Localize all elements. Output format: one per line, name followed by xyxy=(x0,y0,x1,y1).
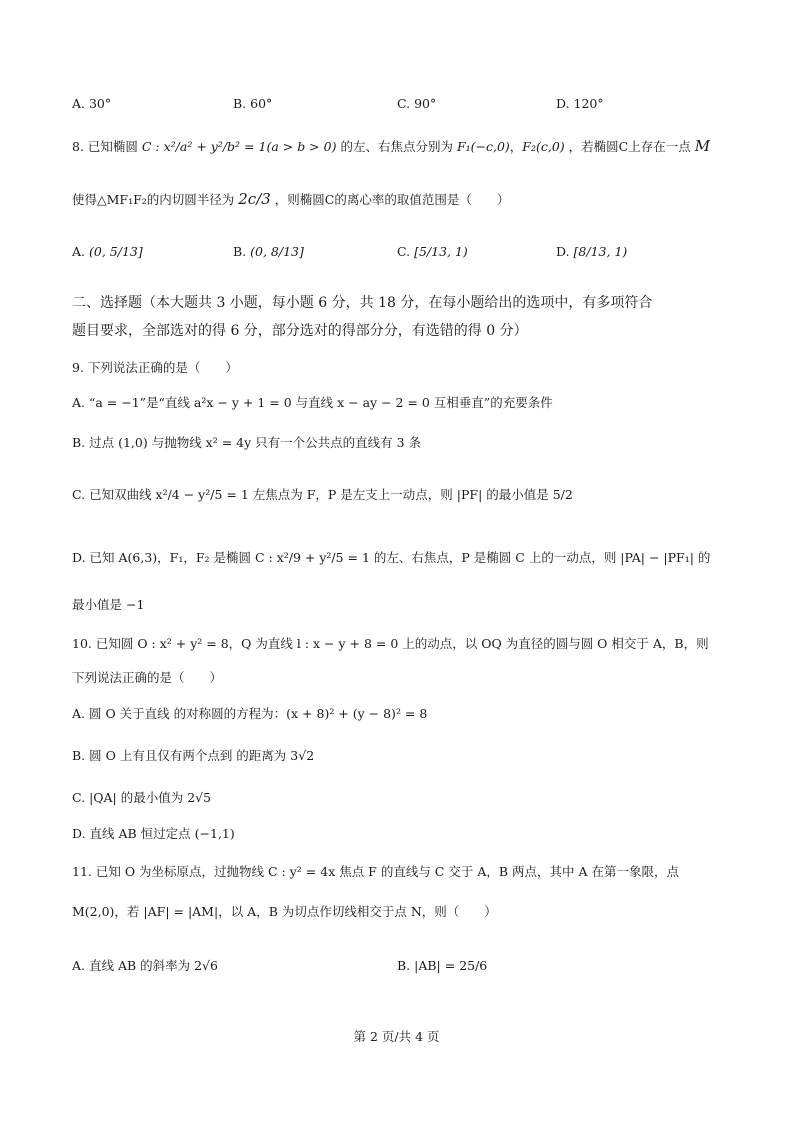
q8-option-b-label: B. xyxy=(233,244,247,259)
q8-option-b-value: (0, 8/13] xyxy=(250,244,304,259)
q8-stem-text-3: ，若椭圆C上存在一点 xyxy=(568,139,691,154)
section2-heading-line1: 二、选择题（本大题共 3 小题，每小题 6 分，共 18 分，在每小题给出的选项中，有多项符合 xyxy=(72,295,653,311)
q9-stem: 9. 下列说法正确的是（ ） xyxy=(72,360,238,375)
q8-option-d-value: [8/13, 1) xyxy=(573,244,628,259)
q11-stem-line1: 11. 已知 O 为坐标原点，过抛物线 C : y² = 4x 焦点 F 的直线与 C 交于 A，B 两点，其中 A 在第一象限，点 xyxy=(72,864,679,879)
q8-ellipse-equation: C : x²/a² + y²/b² = 1(a > b > 0) xyxy=(141,139,337,154)
q9-option-b: B. 过点 (1,0) 与抛物线 x² = 4y 只有一个公共点的直线有 3 条 xyxy=(72,435,422,450)
q8-focus-f2: F₂(c,0) xyxy=(522,139,565,154)
q7-option-a: A. 30° xyxy=(72,96,112,111)
q9-option-a: A. “a = −1”是“直线 a²x − y + 1 = 0 与直线 x − ay − 2 = 0 互相垂直”的充要条件 xyxy=(72,395,553,410)
q9-option-c: C. 已知双曲线 x²/4 − y²/5 = 1 左焦点为 F，P 是左支上一动点，则 |PF| 的最小值是 5/2 xyxy=(72,487,573,502)
q8-option-a xyxy=(72,244,143,259)
q11-stem-line2: M(2,0)，若 |AF| = |AM|，以 A，B 为切点作切线相交于点 N，则（ ） xyxy=(72,904,497,919)
q7-option-b: B. 60° xyxy=(233,96,273,111)
q10-stem-line1: 10. 已知圆 O : x² + y² = 8，Q 为直线 l : x − y + 8 = 0 上的动点，以 OQ 为直径的圆与圆 O 相交于 A，B，则 xyxy=(72,636,709,651)
q9-option-d-line1: D. 已知 A(6,3)，F₁，F₂ 是椭圆 C : x²/9 + y²/5 = 1 的左、右焦点，P 是椭圆 C 上的一动点，则 |PA| − |PF₁| 的 xyxy=(72,550,711,565)
q11-option-b: B. |AB| = 25/6 xyxy=(397,958,488,973)
q8-option-d xyxy=(556,244,627,259)
q8-separator: ， xyxy=(509,139,523,154)
q9-option-d-line2: 最小值是 −1 xyxy=(72,597,145,612)
q10-option-b: B. 圆 O 上有且仅有两个点到 的距离为 3√2 xyxy=(72,748,315,763)
q8-radius-value: 2c/3 xyxy=(238,190,271,208)
q10-stem-line2: 下列说法正确的是（ ） xyxy=(72,670,223,685)
q8-option-c xyxy=(397,244,468,259)
q8-focus-f1: F₁(−c,0) xyxy=(456,139,510,154)
q8-stem-text-1: 8. 已知椭圆 xyxy=(72,139,138,154)
q8-stem-line1 xyxy=(72,137,710,155)
q8-option-c-label: C. xyxy=(397,244,411,259)
page-footer: 第 2 页/共 4 页 xyxy=(353,1029,440,1044)
q7-option-d: D. 120° xyxy=(556,96,604,111)
q10-option-d: D. 直线 AB 恒过定点 (−1,1) xyxy=(72,826,235,841)
q11-option-a: A. 直线 AB 的斜率为 2√6 xyxy=(72,958,218,973)
q8-option-d-label: D. xyxy=(556,244,570,259)
q8-option-c-value: [5/13, 1) xyxy=(414,244,468,259)
q8-option-b xyxy=(233,244,304,259)
q8-stem-text-4: 使得△MF₁F₂的内切圆半径为 xyxy=(72,192,235,207)
q8-option-a-value: (0, 5/13] xyxy=(89,244,143,259)
section2-heading-line2: 题目要求，全部选对的得 6 分，部分选对的得部分分，有选错的得 0 分） xyxy=(72,323,528,339)
q8-point-m: M xyxy=(694,137,711,155)
q8-stem-text-2: 的左、右焦点分别为 xyxy=(340,139,453,154)
q10-option-c: C. |QA| 的最小值为 2√5 xyxy=(72,790,212,805)
q8-stem-text-5: ，则椭圆C的离心率的取值范围是（ ） xyxy=(274,192,510,207)
q8-option-a-label: A. xyxy=(72,244,86,259)
q8-stem-line2 xyxy=(72,190,509,208)
q7-option-c: C. 90° xyxy=(397,96,437,111)
q10-option-a: A. 圆 O 关于直线 的对称圆的方程为：(x + 8)² + (y − 8)² = 8 xyxy=(72,706,428,721)
